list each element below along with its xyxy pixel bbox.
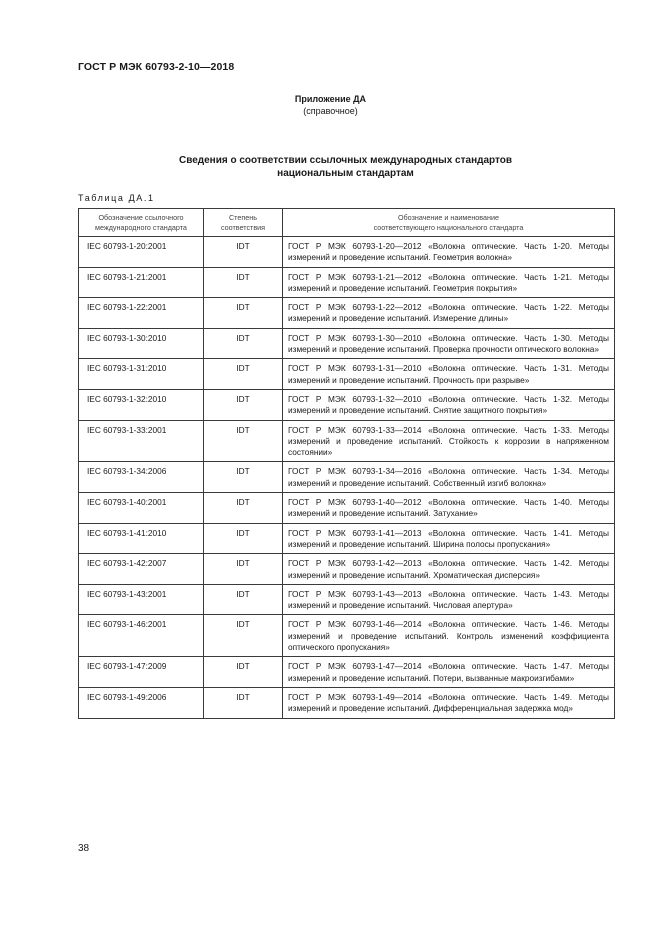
- national-standard-cell: ГОСТ Р МЭК 60793-1-40—2012 «Волокна оптические. Часть 1-40. Методы измерений и проведение испытаний. Затухание»: [283, 493, 615, 524]
- national-standard-cell: ГОСТ Р МЭК 60793-1-32—2010 «Волокна оптические. Часть 1-32. Методы измерений и проведение испытаний. Снятие защитного покрытия»: [283, 389, 615, 420]
- national-standard-cell: ГОСТ Р МЭК 60793-1-47—2014 «Волокна оптические. Часть 1-47. Методы измерений и проведение испытаний. Потери, вызванные макроизгибами»: [283, 657, 615, 688]
- international-standard-cell: IEC 60793-1-43:2001: [79, 584, 204, 615]
- international-standard-cell: IEC 60793-1-46:2001: [79, 615, 204, 657]
- international-standard-cell: IEC 60793-1-21:2001: [79, 267, 204, 298]
- national-standard-cell: ГОСТ Р МЭК 60793-1-42—2013 «Волокна оптические. Часть 1-42. Методы измерений и проведение испытаний. Хроматическая дисперсия»: [283, 554, 615, 585]
- section-title-line-2: национальным стандартам: [277, 168, 414, 179]
- international-standard-cell: IEC 60793-1-20:2001: [79, 237, 204, 268]
- table-row: [79, 584, 615, 615]
- degree-cell: IDT: [204, 615, 283, 657]
- international-standard-cell: IEC 60793-1-31:2010: [79, 359, 204, 390]
- table-row: [79, 328, 615, 359]
- annex-title: Приложение ДА: [294, 94, 367, 104]
- degree-cell: IDT: [204, 359, 283, 390]
- section-title-line-1: Сведения о соответствии ссылочных международных стандартов: [178, 155, 513, 166]
- degree-cell: IDT: [204, 523, 283, 554]
- degree-cell: IDT: [204, 493, 283, 524]
- header-degree-line-2: соответствия: [220, 222, 266, 232]
- header-international-line-2: международного стандарта: [95, 222, 187, 232]
- international-standard-cell: IEC 60793-1-49:2006: [79, 687, 204, 718]
- national-standard-cell: ГОСТ Р МЭК 60793-1-30—2010 «Волокна оптические. Часть 1-30. Методы измерений и проведение испытаний. Проверка прочности оптического волокна»: [283, 328, 615, 359]
- degree-cell: IDT: [204, 554, 283, 585]
- annex-heading: [0, 93, 661, 117]
- table-row: [79, 523, 615, 554]
- international-standard-cell: IEC 60793-1-34:2006: [79, 462, 204, 493]
- correspondence-table: [78, 208, 615, 719]
- table-row: [79, 237, 615, 268]
- table-row: [79, 615, 615, 657]
- table-row: [79, 389, 615, 420]
- degree-cell: IDT: [204, 298, 283, 329]
- table-row: [79, 267, 615, 298]
- degree-cell: IDT: [204, 420, 283, 462]
- degree-cell: IDT: [204, 687, 283, 718]
- degree-cell: IDT: [204, 462, 283, 493]
- degree-cell: IDT: [204, 237, 283, 268]
- international-standard-cell: IEC 60793-1-40:2001: [79, 493, 204, 524]
- national-standard-cell: ГОСТ Р МЭК 60793-1-33—2014 «Волокна оптические. Часть 1-33. Методы измерений и проведение испытаний. Стойкость к коррозии в напряженном состоянии»: [283, 420, 615, 462]
- annex-subtitle: (справочное): [303, 106, 358, 116]
- degree-cell: IDT: [204, 267, 283, 298]
- national-standard-cell: ГОСТ Р МЭК 60793-1-20—2012 «Волокна оптические. Часть 1-20. Методы измерений и проведение испытаний. Геометрия волокна»: [283, 237, 615, 268]
- international-standard-cell: IEC 60793-1-22:2001: [79, 298, 204, 329]
- table-row: [79, 554, 615, 585]
- degree-cell: IDT: [204, 328, 283, 359]
- national-standard-cell: ГОСТ Р МЭК 60793-1-34—2016 «Волокна оптические. Часть 1-34. Методы измерений и проведение испытаний. Собственный изгиб волокна»: [283, 462, 615, 493]
- international-standard-cell: IEC 60793-1-33:2001: [79, 420, 204, 462]
- table-row: [79, 493, 615, 524]
- header-international-line-1: Обозначение ссылочного: [98, 213, 184, 222]
- international-standard-cell: IEC 60793-1-41:2010: [79, 523, 204, 554]
- table-row: [79, 687, 615, 718]
- international-standard-cell: IEC 60793-1-42:2007: [79, 554, 204, 585]
- table-row: [79, 420, 615, 462]
- table-row: [79, 657, 615, 688]
- table-row: [79, 359, 615, 390]
- national-standard-cell: ГОСТ Р МЭК 60793-1-21—2012 «Волокна оптические. Часть 1-21. Методы измерений и проведение испытаний. Геометрия покрытия»: [283, 267, 615, 298]
- international-standard-cell: IEC 60793-1-47:2009: [79, 657, 204, 688]
- degree-cell: IDT: [204, 389, 283, 420]
- section-title: [78, 154, 613, 180]
- page-number: 38: [78, 843, 90, 854]
- header-national-line-1: Обозначение и наименование: [397, 213, 500, 222]
- national-standard-cell: ГОСТ Р МЭК 60793-1-43—2013 «Волокна оптические. Часть 1-43. Методы измерений и проведение испытаний. Числовая апертура»: [283, 584, 615, 615]
- table-caption: Таблица ДА.1: [78, 193, 155, 203]
- international-standard-cell: IEC 60793-1-32:2010: [79, 389, 204, 420]
- header-national-line-2: соответствующего национального стандарта: [373, 222, 524, 232]
- national-standard-cell: ГОСТ Р МЭК 60793-1-49—2014 «Волокна оптические. Часть 1-49. Методы измерений и проведение испытаний. Дифференциальная задержка мод»: [283, 687, 615, 718]
- table-row: [79, 462, 615, 493]
- national-standard-cell: ГОСТ Р МЭК 60793-1-22—2012 «Волокна оптические. Часть 1-22. Методы измерений и проведение испытаний. Измерение длины»: [283, 298, 615, 329]
- header-degree-of-conformity: [204, 209, 283, 237]
- header-national-standard: [283, 209, 615, 237]
- table-row: [79, 298, 615, 329]
- international-standard-cell: IEC 60793-1-30:2010: [79, 328, 204, 359]
- document-header: ГОСТ Р МЭК 60793-2-10—2018: [78, 61, 235, 73]
- national-standard-cell: ГОСТ Р МЭК 60793-1-41—2013 «Волокна оптические. Часть 1-41. Методы измерений и проведение испытаний. Ширина полосы пропускания»: [283, 523, 615, 554]
- national-standard-cell: ГОСТ Р МЭК 60793-1-46—2014 «Волокна оптические. Часть 1-46. Методы измерений и проведение испытаний. Контроль изменений коэффициента оптического пропускания»: [283, 615, 615, 657]
- header-international-standard: [79, 209, 204, 237]
- degree-cell: IDT: [204, 584, 283, 615]
- header-degree-line-1: Степень: [228, 213, 257, 222]
- table-header-row: [79, 209, 615, 237]
- national-standard-cell: ГОСТ Р МЭК 60793-1-31—2010 «Волокна оптические. Часть 1-31. Методы измерений и проведение испытаний. Прочность при разрыве»: [283, 359, 615, 390]
- degree-cell: IDT: [204, 657, 283, 688]
